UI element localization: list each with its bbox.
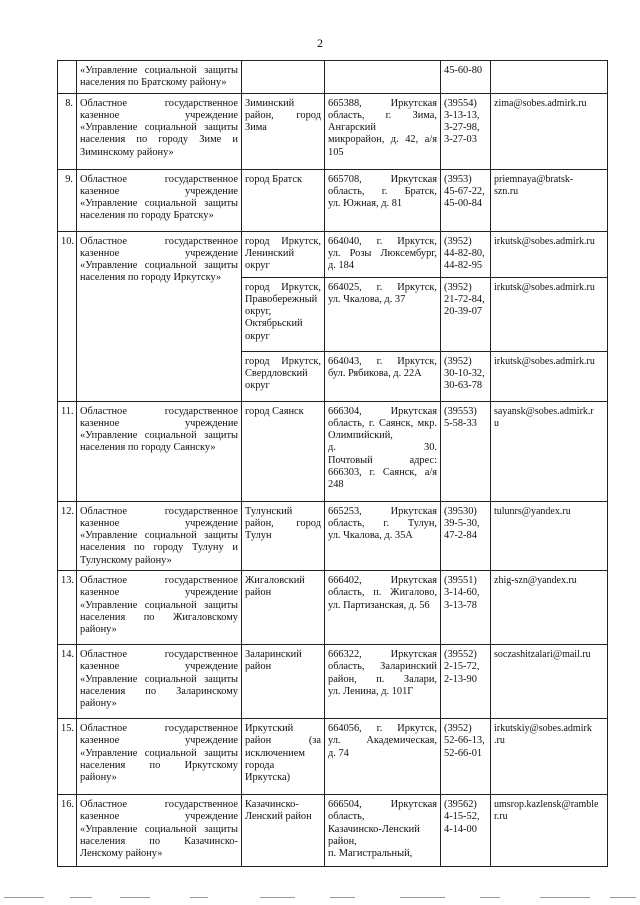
cell-line: 44-82-95 [444,260,483,272]
cell-line: город Иркутск, [245,281,321,293]
email-address [491,795,608,867]
organization-name [77,645,242,719]
cell-line: 666402, Иркутская [328,575,437,587]
email-address [491,571,608,645]
cell-line: (3952) [444,281,472,293]
cell-line: 21-72-84, [444,293,485,305]
email-address [491,93,608,169]
cell-line: район, город [245,517,321,529]
cell-line: округ [245,260,270,272]
cell-line: Областное государственное [80,505,238,517]
phone-numbers [441,571,491,645]
cell-line: 45-00-84 [444,198,483,210]
cell-line: Областное государственное [80,575,238,587]
cell-line: область, г. Братск, [328,185,437,197]
cell-line: «Управление социальной защиты [80,747,238,759]
cell-line: 47-2-84 [444,530,477,542]
cell-line: 30-63-78 [444,380,483,392]
address [325,277,441,351]
cell-line: Тулунскому району» [80,554,172,566]
cell-line: населения по Казачинско- [80,835,238,847]
cell-line: город Братск [245,173,303,185]
table-row [58,645,608,719]
organization-name [77,719,242,795]
email-address [491,61,608,94]
row-number: 14. [58,645,77,719]
phone-numbers [441,795,491,867]
row-number: 13. [58,571,77,645]
cell-line: 666504, Иркутская [328,799,437,811]
cell-line: 52-66-01 [444,747,483,759]
table-row [58,795,608,867]
cell-line: Областное государственное [80,723,238,735]
service-territory [242,501,325,570]
cell-line: район, [328,835,357,847]
cell-line: 3-13-78 [444,599,477,611]
cell-line: ул. Академическая, [328,735,437,747]
cell-line: Правобережный [245,293,318,305]
cell-line: (3952) [444,355,472,367]
cell-line: казенное учреждение [80,517,238,529]
cell-line: (39530) [444,505,477,517]
organization-name [77,571,242,645]
cell-line: город Иркутск, [245,235,321,247]
cell-line: казенное учреждение [80,811,238,823]
organization-name [77,401,242,501]
cell-line: Ленский район [245,811,312,823]
cell-line: город Саянск [245,405,304,417]
cell-line: ул. Партизанская, д. 56 [328,599,430,611]
cell-line: «Управление социальной защиты [80,673,238,685]
cell-line: область, [328,811,365,823]
phone-numbers [441,93,491,169]
cell-line: Иркутский [245,723,294,735]
email-text: irkutsk@sobes.admirk.ru [494,235,595,247]
cell-line: Заларинский [245,649,302,661]
cell-line: п. Магистральный, [328,848,413,860]
cell-line: ул. Южная, д. 81 [328,198,403,210]
cell-line: казенное учреждение [80,109,238,121]
cell-line: ул. Чкалова, д. 35А [328,530,413,542]
cell-line: Ленскому району» [80,848,163,860]
email-address [491,351,608,401]
service-territory [242,61,325,94]
cell-line: 3-14-60, [444,587,480,599]
cell-line: район (за [245,735,321,747]
cell-line: (3952) [444,723,472,735]
email-address [491,277,608,351]
cell-line: 3-13-13, [444,109,480,121]
email-text: irkutsk@sobes.admirk.ru [494,355,595,367]
address [325,93,441,169]
table-row [58,61,608,94]
cell-line: (3953) [444,173,472,185]
cell-line: города [245,759,275,771]
address [325,719,441,795]
cell-line: (39552) [444,649,477,661]
cell-line: (39554) [444,97,477,109]
cell-line: округ, [245,306,272,318]
organization-name [77,795,242,867]
cell-line: 666303, г. Саянск, а/я [328,467,437,479]
cell-line: казенное учреждение [80,417,238,429]
cell-line: Ленинский [245,247,295,259]
cell-line: населения по Братскому району» [80,77,227,89]
email-text: zima@sobes.admirk.ru [494,97,587,109]
cell-line: 105 [328,146,344,158]
cell-line: населения по городу Тулуну и [80,542,238,554]
cell-line: казенное учреждение [80,185,238,197]
phone-numbers [441,401,491,501]
cell-line: 39-5-30, [444,517,480,529]
cell-line: район, город [245,109,321,121]
cell-line: казенное учреждение [80,247,238,259]
service-territory [242,645,325,719]
cell-line: населения по Иркутскому [80,759,238,771]
row-number: 9. [58,169,77,231]
cell-line: 665708, Иркутская [328,173,437,185]
service-territory [242,571,325,645]
email-address [491,645,608,719]
table-row [58,231,608,277]
table-row [58,169,608,231]
phone-numbers [441,501,491,570]
cell-line: населения по городу Саянску» [80,442,216,454]
cell-line: ул. Розы Люксембург, [328,247,437,259]
cell-line: населения по Жигаловскому [80,611,238,623]
cell-line: «Управление социальной защиты [80,430,238,442]
row-number: 16. [58,795,77,867]
cell-line: район, п. Залари, [328,673,437,685]
email-text: zhig-szn@yandex.ru [494,575,577,587]
email-text: priemnaya@bratsk- szn.ru [494,173,574,197]
email-text: tulunrs@yandex.ru [494,505,571,517]
phone-numbers [441,719,491,795]
cell-line: «Управление социальной защиты [80,599,238,611]
row-number: 15. [58,719,77,795]
table-row [58,401,608,501]
address [325,795,441,867]
cell-line: область, Заларинский [328,661,437,673]
organization-name [77,501,242,570]
row-number: 11. [58,401,77,501]
email-text: sayansk@sobes.admirk.r u [494,405,594,429]
table-row [58,571,608,645]
organization-name [77,61,242,94]
cell-line: Почтовый адрес: [328,454,437,466]
cell-line: 2-15-72, [444,661,480,673]
cell-line: Ангарский [328,122,376,134]
email-address [491,501,608,570]
cell-line: область, г. Саянск, мкр. [328,417,437,429]
row-number: 10. [58,231,77,401]
cell-line: Областное государственное [80,173,238,185]
cell-line: казенное учреждение [80,587,238,599]
row-number: 12. [58,501,77,570]
cell-line: Жигаловский [245,575,305,587]
phone-numbers [441,645,491,719]
email-address [491,169,608,231]
cell-line: д. 74 [328,747,349,759]
phone-numbers [441,231,491,277]
cell-line: 665253, Иркутская [328,505,437,517]
cell-line: казенное учреждение [80,661,238,673]
cell-line: ул. Чкалова, д. 37 [328,293,406,305]
cell-line: 2-13-90 [444,673,477,685]
cell-line: 30-10-32, [444,367,485,379]
cell-line: Свердловский [245,367,308,379]
cell-line: Октябрьский [245,318,303,330]
cell-line: 5-58-33 [444,417,477,429]
cell-line: Областное государственное [80,235,238,247]
address [325,169,441,231]
address [325,571,441,645]
cell-line: Тулунский [245,505,293,517]
cell-line: бул. Рябикова, д. 22А [328,367,422,379]
cell-line: Областное государственное [80,97,238,109]
cell-line: область, г. Зима, [328,109,437,121]
organization-name [77,93,242,169]
cell-line: Тулун [245,530,272,542]
cell-line: город Иркутск, [245,355,321,367]
email-text: irkutsk@sobes.admirk.ru [494,281,595,293]
cell-line: Казачинско- [245,799,299,811]
page-number: 2 [317,36,323,50]
address [325,645,441,719]
cell-line: 20-39-07 [444,306,483,318]
address [325,61,441,94]
cell-line: району» [80,624,117,636]
cell-line: ул. Ленина, д. 101Г [328,685,414,697]
email-text: soczashitzalari@mail.ru [494,649,591,661]
cell-line: 45-67-22, [444,185,485,197]
service-territory [242,401,325,501]
cell-line: 3-27-03 [444,134,477,146]
cell-line: д. 30. [328,442,437,454]
cell-line: область, п. Жигалово, [328,587,437,599]
cell-line: 664056, г. Иркутск, [328,723,437,735]
cell-line: «Управление социальной защиты [80,260,238,272]
cell-line: населения по Заларинскому [80,685,238,697]
email-address [491,719,608,795]
email-text: umsrop.kazlensk@ramble r.ru [494,799,599,823]
cell-line: району» [80,698,117,710]
table-row [58,719,608,795]
cell-line: исключением [245,747,305,759]
cell-line: «Управление социальной защиты [80,823,238,835]
cell-line: 664025, г. Иркутск, [328,281,437,293]
cell-line: (39551) [444,575,477,587]
cell-line: Зиминскому району» [80,146,174,158]
cell-line: «Управление социальной защиты [80,65,238,76]
cell-line: Зима [245,122,267,134]
footer-dotted-line [0,893,640,905]
cell-line: 248 [328,479,344,491]
cell-line: населения по городу Иркутску» [80,272,222,284]
row-number: 8. [58,93,77,169]
email-text: irkutskiy@sobes.admirk .ru [494,723,592,747]
cell-line: округ [245,380,270,392]
cell-line: район [245,587,272,599]
service-territory [242,795,325,867]
address [325,231,441,277]
cell-line: Иркутска) [245,772,291,784]
cell-line: область, г. Тулун, [328,517,437,529]
cell-line: населения по городу Братску» [80,210,214,222]
service-territory [242,719,325,795]
cell-line: Областное государственное [80,649,238,661]
phone-numbers [441,351,491,401]
cell-line: 44-82-80, [444,247,485,259]
cell-line: Областное государственное [80,799,238,811]
cell-line: 664043, г. Иркутск, [328,355,437,367]
cell-line: микрорайон, д. 42, а/я [328,134,437,146]
cell-line: д. 184 [328,260,355,272]
service-territory [242,277,325,351]
email-address [491,231,608,277]
service-territory [242,93,325,169]
table-row [58,501,608,570]
cell-line: казенное учреждение [80,735,238,747]
cell-line: 45-60-80 [444,65,483,76]
address [325,401,441,501]
cell-line: «Управление социальной защиты [80,198,238,210]
phone-numbers [441,61,491,94]
cell-line: Олимпийский, [328,430,393,442]
cell-line: Казачинско-Ленский [328,823,420,835]
organization-name [77,231,242,401]
phone-numbers [441,169,491,231]
phone-numbers [441,277,491,351]
cell-line: населения по городу Зиме и [80,134,238,146]
service-territory [242,169,325,231]
cell-line: Зиминский [245,97,295,109]
cell-line: (3952) [444,235,472,247]
cell-line: район [245,661,272,673]
cell-line: району» [80,772,117,784]
cell-line: «Управление социальной защиты [80,122,238,134]
cell-line: 52-66-13, [444,735,485,747]
cell-line: 664040, г. Иркутск, [328,235,437,247]
organization-name [77,169,242,231]
cell-line: 4-14-00 [444,823,477,835]
cell-line: (39553) [444,405,477,417]
cell-line: 4-15-52, [444,811,480,823]
cell-line: Областное государственное [80,405,238,417]
email-address [491,401,608,501]
cell-line: 666304, Иркутская [328,405,437,417]
address [325,501,441,570]
cell-line: 3-27-98, [444,122,480,134]
cell-line: округ [245,330,270,342]
table-row [58,93,608,169]
institutions-table [57,60,608,867]
cell-line: «Управление социальной защиты [80,530,238,542]
cell-line: 665388, Иркутская [328,97,437,109]
cell-line: (39562) [444,799,477,811]
service-territory [242,231,325,277]
address [325,351,441,401]
service-territory [242,351,325,401]
cell-line: 666322, Иркутская [328,649,437,661]
row-number [58,61,77,94]
